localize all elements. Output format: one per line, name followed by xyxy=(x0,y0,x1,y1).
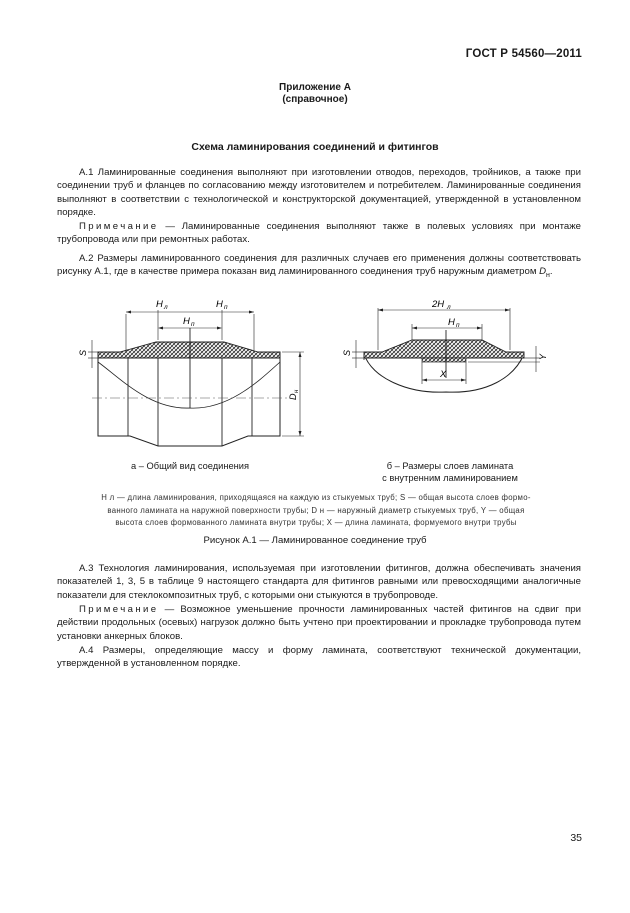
figure-title: Рисунок А.1 — Ламинированное соединение труб xyxy=(203,535,427,546)
paragraph-a2 xyxy=(57,252,581,283)
paragraph-a1: А.1 Ламинированные соединения выполняют при изготовлении отводов, переходов, тройников, а также при соединении труб и фланцев по согласованию между изготовителем и потребителем. Ламинированные соединения выполняют в соответствии с технологической и конструкторской документацией, утвержденной в установленном порядке. xyxy=(57,167,581,218)
left-laminate xyxy=(98,342,280,358)
right-drawing xyxy=(342,299,548,392)
note-1-text: — Ламинированные соединения выполняют также в полевых условиях при монтаже трубопровода или при ремонтных работах. xyxy=(57,221,581,246)
legend-line-2: ванного ламината на наружной поверхности трубы; D н — наружный диаметр стыкуемых труб, Y — общая xyxy=(107,505,525,515)
legend-line-1: Н л — длина ламинирования, приходящаяся на каждую из стыкуемых труб; S — общая высота слоев формо- xyxy=(101,493,531,502)
legend-line-3: высота слоев формованного ламината внутри трубы; X — длина ламината, формуемого внутри трубы xyxy=(115,518,517,528)
page-number: 35 xyxy=(570,832,582,844)
paragraph-a2-end: . xyxy=(549,266,553,278)
paragraph-a4: А.4 Размеры, определяющие массу и форму ламината, соответствуют технической документации, утвержденной в установленном порядке. xyxy=(57,645,581,670)
caption-b-line2: с внутренним ламинированием xyxy=(382,473,518,483)
note-2-label: Примечание xyxy=(79,604,159,615)
appendix-title: Приложение А xyxy=(279,82,351,93)
left-label-hl-sub: л xyxy=(164,304,168,311)
note-2-text: — Возможное уменьшение прочности ламинированных частей фитингов на сдвиг при действии продольных (осевых) нагрузок должно быть учтено при проектировании и прокладке трубопровода путем установки анкерных блоков. xyxy=(57,604,581,642)
paragraph-a2-text: А.2 Размеры ламинированного соединения для различных случаев его применения должны соответствовать рисунку А.1, где в качестве примера показан вид ламинированного соединения труб наружным диаметром xyxy=(57,253,581,278)
right-label-y: Y xyxy=(538,353,548,360)
appendix-note: (справочное) xyxy=(282,94,348,105)
paragraph-a2-symbol: D xyxy=(539,266,547,278)
left-label-hp-sub: п xyxy=(191,321,195,328)
left-label-hp: Н xyxy=(183,316,190,327)
right-label-hp: Н xyxy=(448,317,455,328)
right-label-2hl: 2Н xyxy=(432,299,445,310)
right-label-hp-sub: п xyxy=(456,322,460,329)
left-label-hp-top: Н xyxy=(216,299,223,310)
left-label-hl: Н xyxy=(156,299,163,310)
note-1-label: Примечание xyxy=(79,221,159,232)
caption-b-line1: б – Размеры слоев ламината xyxy=(386,461,514,471)
left-drawing xyxy=(78,299,304,446)
standard-designation: ГОСТ Р 54560—2011 xyxy=(465,48,582,60)
section-title: Схема ламинирования соединений и фитингов xyxy=(191,141,439,153)
left-label-dn-sub: н xyxy=(294,389,300,393)
right-label-2hl-sub: л xyxy=(447,304,451,311)
right-inner-laminate xyxy=(422,358,466,362)
note-2 xyxy=(57,603,581,643)
paragraph-a3: А.3 Технология ламинирования, используемая при изготовлении фитингов, должна обеспечивать значения показателей 1, 3, 5 в таблице 9 настоящего стандарта для фитингов равными или превосходящими аналогичные показатели для стеклокомпозитных труб, с которыми они стыкуются в трубопроводе. xyxy=(57,563,581,601)
figure-a1-drawing xyxy=(0,290,630,465)
left-label-dn: D xyxy=(288,393,298,400)
paragraph-a2-sub: н xyxy=(546,272,550,280)
right-label-x: X xyxy=(440,369,447,380)
left-label-s: S xyxy=(78,349,88,356)
note-1 xyxy=(57,220,581,247)
caption-a: а – Общий вид соединения xyxy=(131,461,249,471)
right-laminate xyxy=(364,340,524,358)
right-label-s: S xyxy=(342,349,352,356)
left-label-hp-top-sub: п xyxy=(224,304,228,311)
figure-legend xyxy=(86,492,546,530)
